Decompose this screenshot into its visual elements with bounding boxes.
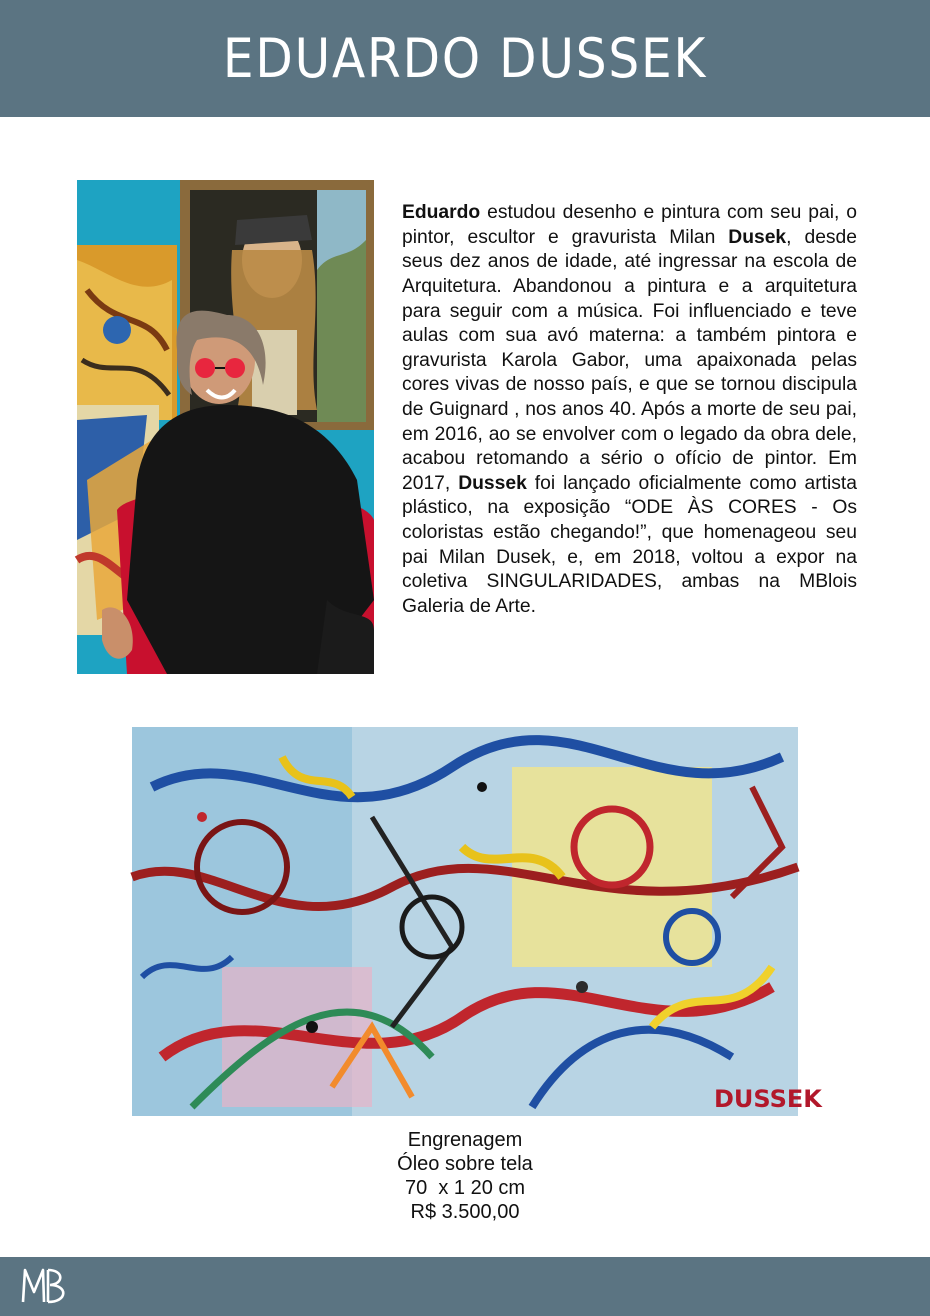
painting-signature: DUSSEK — [714, 1085, 822, 1113]
header-band — [0, 0, 930, 117]
artwork-title: Engrenagem — [407, 1129, 523, 1151]
artwork-price: R$ 3.500,00 — [410, 1201, 520, 1223]
footer-band — [0, 1257, 930, 1316]
artwork-painting-illustration — [132, 727, 822, 1116]
gallery-logo — [20, 1262, 70, 1308]
bio-bold-name: Dusek — [728, 226, 787, 248]
bio-text: estudou desenho e pintura com seu pai, o pintor, escultor e gravurista Milan — [402, 202, 857, 248]
artwork-caption — [300, 1128, 630, 1224]
artwork-painting — [132, 727, 822, 1116]
artist-biography — [402, 201, 857, 619]
artist-portrait-photo — [77, 180, 374, 674]
artwork-medium: Óleo sobre tela — [397, 1153, 533, 1175]
bio-text: , desde seus dez anos de idade, até ingressar na escola de Arquitetura. Abandonou a pintura e a arquitetura para seguir com a música. Foi influenciado e teve aulas com sua avó materna: a também pintora e gravurista Karola Gabor, uma apaixonada pelas cores vivas de nosso país, e que se tornou discipula de Guignard , nos anos 40. Após a morte de seu pai, em 2016, ao se envolver com o legado da obra dele, acabou retomando a sério o ofício de pintor. Em 2017, — [402, 226, 858, 494]
bio-text: foi lançado oficialmente como artista plástico, na exposição “ODE ÀS CORES - Os coloristas estão chegando!”, que homenageou seu pai Milan Dusek, e, em 2018, voltou a expor na coletiva SINGULARIDADES, ambas na MBlois Galeria de Arte. — [402, 472, 857, 617]
artwork-dimensions: 70 x 1 20 cm — [404, 1177, 526, 1199]
bio-bold-name: Eduardo — [402, 202, 481, 224]
bio-bold-name: Dussek — [458, 472, 527, 494]
page-title: EDUARDO DUSSEK — [222, 27, 708, 90]
artist-portrait-illustration — [77, 180, 374, 674]
